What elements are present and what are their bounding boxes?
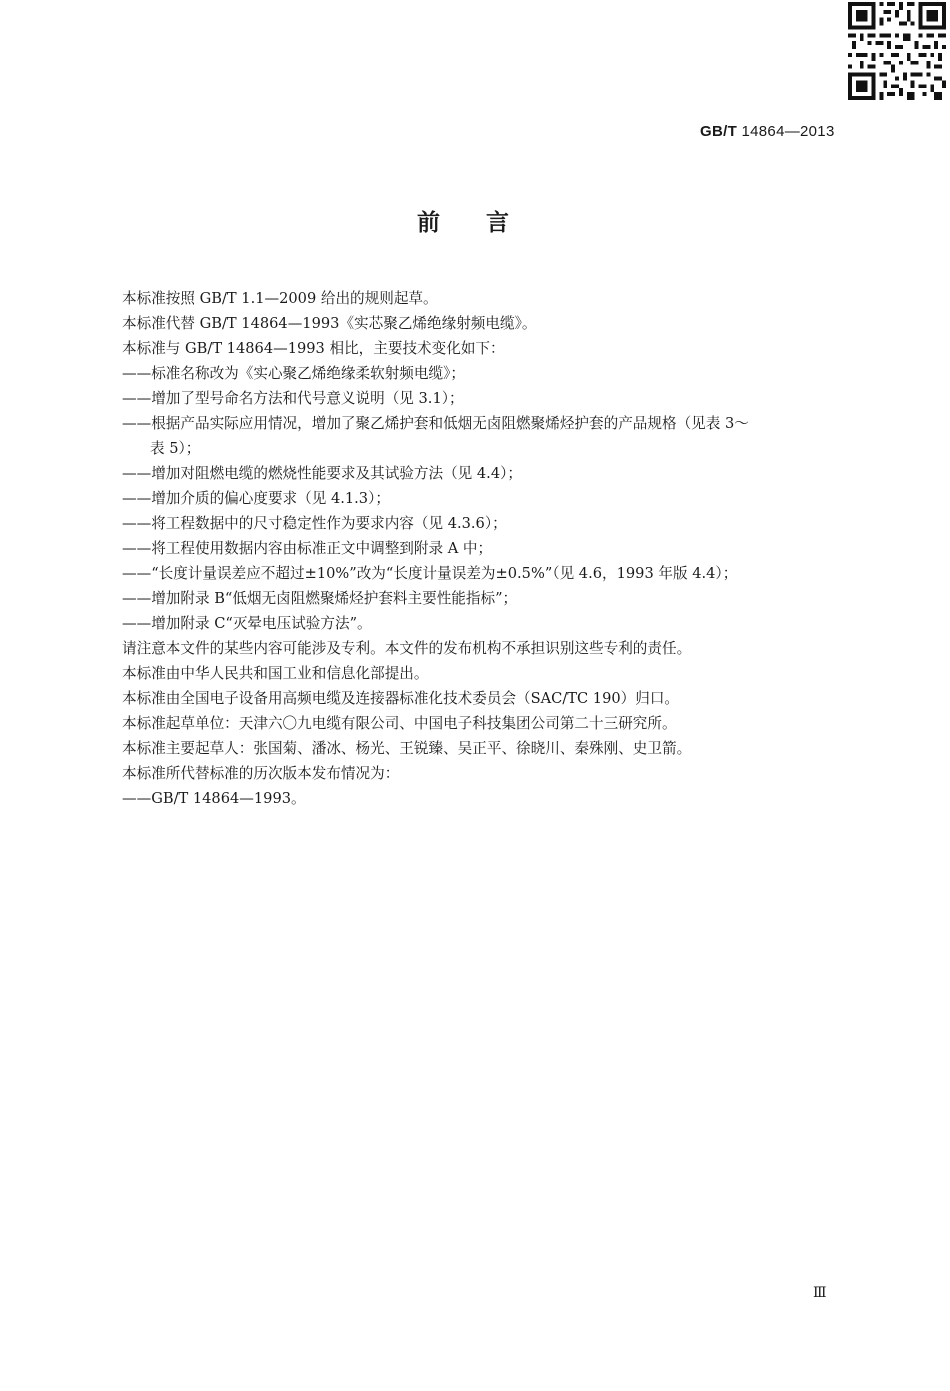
line-drafting-rules: 本标准按照 GB/T 1.1—2009 给出的规则起草。 [122, 290, 438, 307]
line-committee: 本标准由全国电子设备用高频电缆及连接器标准化技术委员会（SAC/TC 190）归口。 [122, 690, 680, 707]
change-item-continuation: 表 5）； [150, 440, 201, 457]
line-replaces: 本标准代替 GB/T 14864—1993《实芯聚乙烯绝缘射频电缆》。 [122, 315, 537, 332]
change-item: ——将工程数据中的尺寸稳定性作为要求内容（见 4.3.6）； [122, 515, 507, 532]
change-item: ——增加了型号命名方法和代号意义说明（见 3.1）； [122, 390, 464, 407]
standard-number [700, 123, 835, 140]
line-patent-notice: 请注意本文件的某些内容可能涉及专利。本文件的发布机构不承担识别这些专利的责任。 [122, 640, 692, 657]
change-item: ——增加介质的偏心度要求（见 4.1.3）； [122, 490, 390, 507]
change-item: ——将工程使用数据内容由标准正文中调整到附录 A 中； [122, 540, 493, 557]
standard-prefix: GB/T [700, 123, 738, 140]
line-main-changes: 本标准与 GB/T 14864—1993 相比，主要技术变化如下： [122, 340, 505, 357]
line-drafting-units: 本标准起草单位：天津六〇九电缆有限公司、中国电子科技集团公司第二十三研究所。 [122, 715, 677, 732]
change-item: ——根据产品实际应用情况，增加了聚乙烯护套和低烟无卤阻燃聚烯烃护套的产品规格（见表 3～ [122, 415, 749, 432]
standard-code: 14864—2013 [741, 123, 835, 140]
page-title: 前言 [417, 210, 555, 236]
qr-code-icon [848, 2, 946, 100]
line-drafters: 本标准主要起草人：张国菊、潘冰、杨光、王锐臻、吴正平、徐晓川、秦殊刚、史卫箭。 [122, 740, 692, 757]
page-number: Ⅲ [813, 1285, 827, 1301]
line-history-heading: 本标准所代替标准的历次版本发布情况为： [122, 765, 400, 782]
change-item: ——增加对阻燃电缆的燃烧性能要求及其试验方法（见 4.4）； [122, 465, 522, 482]
change-item: ——增加附录 B“低烟无卤阻燃聚烯烃护套料主要性能指标”； [122, 590, 518, 607]
history-item: ——GB/T 14864—1993。 [122, 790, 306, 807]
foreword-body [122, 286, 862, 811]
change-item: ——增加附录 C“灭晕电压试验方法”。 [122, 615, 372, 632]
change-item: ——标准名称改为《实心聚乙烯绝缘柔软射频电缆》； [122, 365, 465, 382]
change-item: ——“长度计量误差应不超过±10%”改为“长度计量误差为±0.5%”（见 4.6，1993 年版 4.4）； [122, 565, 738, 582]
line-proposed-by: 本标准由中华人民共和国工业和信息化部提出。 [122, 665, 429, 682]
